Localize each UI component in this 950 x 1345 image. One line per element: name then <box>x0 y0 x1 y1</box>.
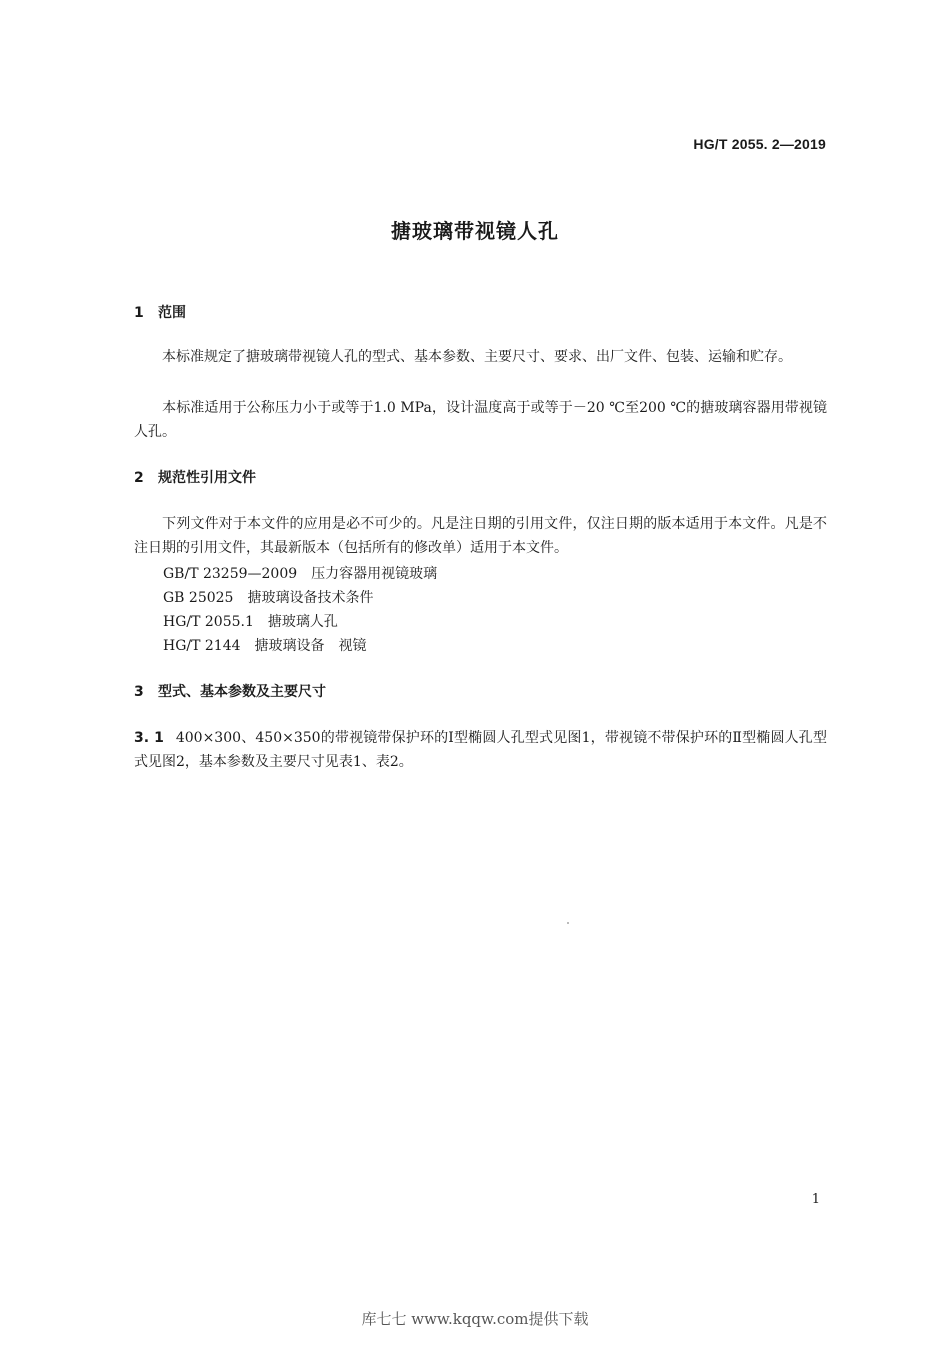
reference-code: HG/T 2144 <box>163 638 241 654</box>
scan-speck <box>567 922 569 924</box>
clause-3-1 <box>134 726 827 774</box>
section-1-heading <box>134 302 186 322</box>
reference-item <box>163 563 437 583</box>
section-3-heading <box>134 681 326 701</box>
reference-item <box>163 635 367 655</box>
section-title: 范围 <box>158 305 186 321</box>
page-number: 1 <box>811 1192 820 1207</box>
section-number: 2 <box>134 470 144 486</box>
section-2-heading <box>134 467 256 487</box>
section-number: 3 <box>134 684 144 700</box>
section-number: 1 <box>134 305 144 321</box>
reference-name: 搪玻璃人孔 <box>267 614 338 630</box>
reference-code: GB/T 23259—2009 <box>163 566 298 582</box>
paragraph-text: 本标准适用于公称压力小于或等于1.0 MPa，设计温度高于或等于－20 ℃至200 ℃的搪玻璃容器用带视镜人孔。 <box>134 400 827 440</box>
section-1-paragraph-1 <box>134 345 827 369</box>
paragraph-text: 本标准规定了搪玻璃带视镜人孔的型式、基本参数、主要尺寸、要求、出厂文件、包装、运输和贮存。 <box>162 349 792 365</box>
section-1-paragraph-2 <box>134 396 827 444</box>
clause-number: 3. 1 <box>134 730 164 746</box>
clause-text: 400×300、450×350的带视镜带保护环的Ⅰ型椭圆人孔型式见图1，带视镜不带保护环的Ⅱ型椭圆人孔型式见图2，基本参数及主要尺寸见表1、表2。 <box>134 730 827 770</box>
reference-code: HG/T 2055.1 <box>163 614 254 630</box>
reference-name: 搪玻璃设备 视镜 <box>254 638 367 654</box>
reference-name: 压力容器用视镜玻璃 <box>311 566 438 582</box>
section-2-intro <box>134 512 827 560</box>
reference-item <box>163 587 373 607</box>
reference-name: 搪玻璃设备技术条件 <box>247 590 374 606</box>
reference-item <box>163 611 338 631</box>
reference-code: GB 25025 <box>163 590 234 606</box>
standard-number: HG/T 2055. 2—2019 <box>693 136 826 152</box>
download-footer: 库七七 www.kqqw.com提供下载 <box>361 1310 589 1328</box>
document-title: 搪玻璃带视镜人孔 <box>391 219 559 243</box>
paragraph-text: 下列文件对于本文件的应用是必不可少的。凡是注日期的引用文件，仅注日期的版本适用于本文件。凡是不注日期的引用文件，其最新版本（包括所有的修改单）适用于本文件。 <box>134 516 827 556</box>
section-title: 型式、基本参数及主要尺寸 <box>158 684 326 700</box>
section-title: 规范性引用文件 <box>158 470 256 486</box>
